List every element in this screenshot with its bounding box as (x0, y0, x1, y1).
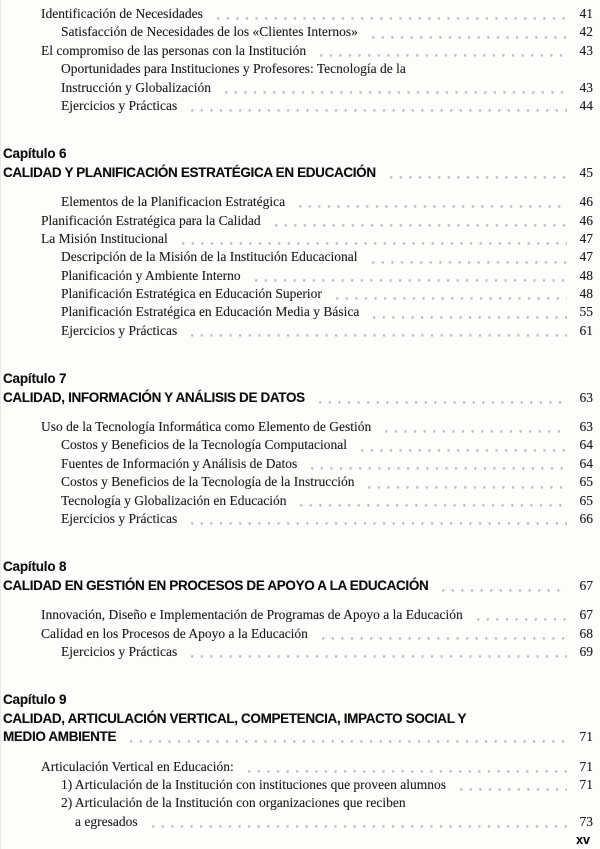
toc-entry-text: Elementos de la Planificacion Estratégica (61, 194, 286, 210)
toc-entry-text: Ejercicios y Prácticas (61, 643, 178, 659)
page-number: 47 (579, 249, 593, 265)
toc-entry-text: Innovación, Diseño e Implementación de Programas de Apoyo a la Educación (41, 607, 463, 623)
toc-entry-row (1, 212, 593, 230)
dot-leader (472, 606, 567, 624)
page-number: 73 (579, 813, 593, 829)
toc-entry-row (1, 758, 593, 776)
toc-entry-row (1, 776, 593, 794)
page-number: 45 (579, 164, 593, 180)
toc-entry-text: Costos y Beneficios de la Tecnología Computacional (61, 437, 347, 453)
toc-entry-text: El compromiso de las personas con la Institución (41, 42, 307, 58)
page-number: 46 (579, 212, 593, 228)
page-number: 65 (579, 492, 593, 508)
toc-entry-row (1, 60, 593, 78)
chapter-title-row (1, 728, 593, 746)
toc-entry-row (1, 794, 593, 812)
chapter-title-text: CALIDAD EN GESTIÓN EN PROCESOS DE APOYO A LA EDUCACIÓN (3, 577, 429, 593)
page-number: 66 (579, 510, 593, 526)
toc-entry-row (1, 5, 593, 23)
dot-leader (455, 776, 567, 794)
toc-entry-row (1, 492, 593, 510)
chapter-label: Capítulo 9 (3, 692, 67, 708)
toc-entry-text: Planificación y Ambiente Interno (61, 267, 241, 283)
toc-entry-row (1, 248, 593, 266)
chapter-block (1, 145, 593, 182)
toc-entry-row (1, 436, 593, 454)
dot-leader (368, 303, 567, 321)
chapter-label: Capítulo 7 (3, 371, 67, 387)
dot-leader (356, 436, 567, 454)
chapter-block (1, 370, 593, 407)
toc-entry-text: Articulación Vertical en Educación: (41, 758, 234, 774)
toc-entries-block (1, 193, 593, 340)
dot-leader (363, 473, 567, 491)
toc-entry-row (1, 473, 593, 491)
chapter-title-row (1, 164, 593, 182)
chapter-title-row (1, 710, 593, 728)
toc-entry-text: Identificación de Necesidades (41, 6, 203, 21)
page-number: 64 (579, 455, 593, 471)
chapter-label: Capítulo 8 (3, 559, 67, 575)
toc-entry-text: Ejercicios y Prácticas (61, 322, 178, 338)
page-number: 48 (579, 267, 593, 283)
toc-entry-text: 1) Articulación de la Institución con instituciones que proveen alumnos (61, 776, 447, 792)
dot-leader (220, 79, 567, 97)
dot-leader (177, 230, 567, 248)
toc-entry-text: Uso de la Tecnología Informática como Elemento de Gestión (41, 419, 372, 435)
toc-entry-row (1, 42, 593, 60)
dot-leader (186, 510, 567, 528)
page-number: 61 (579, 322, 593, 338)
toc-entry-row (1, 230, 593, 248)
toc-entry-row (1, 510, 593, 528)
page-number: 71 (579, 758, 593, 774)
toc-entry-text: Fuentes de Información y Análisis de Datos (61, 455, 298, 471)
folio-row (1, 831, 593, 849)
dot-leader (147, 813, 567, 831)
page-number: 43 (579, 79, 593, 95)
toc-entry-text: Ejercicios y Prácticas (61, 97, 178, 113)
dot-leader (367, 248, 567, 266)
dot-leader (212, 5, 567, 23)
dot-leader (437, 577, 567, 595)
dot-leader (380, 418, 567, 436)
page-number: 43 (579, 42, 593, 58)
chapter-title-row (1, 389, 593, 407)
dot-leader (367, 23, 567, 41)
toc-entry-text: Costos y Beneficios de la Tecnología de la Instrucción (61, 474, 355, 490)
dot-leader (186, 97, 567, 115)
toc-entry-row (1, 285, 593, 303)
page-number: 71 (579, 729, 593, 745)
toc-entries-block (1, 606, 593, 661)
toc-entry-text: Planificación Estratégica para la Calidad (41, 212, 261, 228)
page-number: 47 (579, 230, 593, 246)
toc-content (1, 5, 593, 831)
dot-leader (186, 322, 567, 340)
dot-leader (243, 758, 567, 776)
toc-entry-text: Calidad en los Procesos de Apoyo a la Educación (41, 625, 308, 641)
toc-entry-text: a egresados (75, 813, 138, 829)
toc-entry-text: 2) Articulación de la Institución con organizaciones que reciben (61, 795, 406, 811)
dot-leader (294, 193, 567, 211)
page-number: 68 (579, 625, 593, 641)
toc-entry-text: Oportunidades para Instituciones y Profesores: Tecnología de la (61, 61, 406, 77)
toc-entry-row (1, 193, 593, 211)
chapter-title-row (1, 577, 593, 595)
toc-entry-row (1, 267, 593, 285)
toc-entry-row (1, 418, 593, 436)
toc-entries-block (1, 5, 593, 115)
page-folio: xv (576, 833, 590, 848)
toc-entry-row (1, 813, 593, 831)
dot-leader (306, 455, 567, 473)
page-number: 41 (579, 6, 593, 21)
dot-leader (315, 42, 567, 60)
toc-entry-row (1, 97, 593, 115)
dot-leader (125, 728, 567, 746)
toc-entry-row (1, 79, 593, 97)
page-number: 44 (579, 97, 593, 113)
dot-leader (385, 164, 567, 182)
toc-entry-text: Planificación Estratégica en Educación Superior (61, 286, 322, 302)
toc-entry-text: Instrucción y Globalización (61, 79, 211, 95)
chapter-title-text: CALIDAD, ARTICULACIÓN VERTICAL, COMPETENCIA, IMPACTO SOCIAL Y (3, 710, 467, 726)
chapter-label: Capítulo 6 (3, 146, 67, 162)
dot-leader (295, 492, 567, 510)
toc-entry-text: La Misión Institucional (41, 230, 168, 246)
toc-entry-text: Descripción de la Misión de la Institución Educacional (61, 249, 358, 265)
dot-leader (186, 643, 567, 661)
chapter-block (1, 691, 593, 746)
chapter-block (1, 558, 593, 595)
dot-leader (317, 625, 567, 643)
toc-entries-block (1, 418, 593, 528)
toc-entry-text: Satisfacción de Necesidades de los «Clientes Internos» (61, 24, 358, 40)
dot-leader (250, 267, 567, 285)
page-number: 63 (579, 419, 593, 435)
page-number: 42 (579, 24, 593, 40)
chapter-title-text: CALIDAD Y PLANIFICACIÓN ESTRATÉGICA EN EDUCACIÓN (3, 164, 376, 180)
page-number: 64 (579, 437, 593, 453)
toc-entry-row (1, 303, 593, 321)
toc-entry-row (1, 23, 593, 41)
toc-entry-text: Planificación Estratégica en Educación Media y Básica (61, 304, 360, 320)
page-number: 65 (579, 474, 593, 490)
toc-entry-row (1, 606, 593, 624)
dot-leader (331, 285, 567, 303)
dot-leader (270, 212, 567, 230)
toc-entries-block (1, 758, 593, 832)
page-number: 69 (579, 643, 593, 659)
chapter-title-text: MEDIO AMBIENTE (3, 729, 117, 745)
toc-entry-row (1, 643, 593, 661)
page-number: 48 (579, 286, 593, 302)
toc-entry-text: Ejercicios y Prácticas (61, 510, 178, 526)
dot-leader (314, 389, 567, 407)
chapter-title-text: CALIDAD, INFORMACIÓN Y ANÁLISIS DE DATOS (3, 389, 305, 405)
toc-entry-text: Tecnología y Globalización en Educación (61, 492, 287, 508)
toc-entry-row (1, 625, 593, 643)
page-number: 55 (579, 304, 593, 320)
page-number: 63 (579, 389, 593, 405)
page-number: 46 (579, 194, 593, 210)
toc-entry-row (1, 322, 593, 340)
page-number: 67 (579, 577, 593, 593)
page-number: 71 (579, 776, 593, 792)
toc-entry-row (1, 455, 593, 473)
page-number: 67 (579, 607, 593, 623)
